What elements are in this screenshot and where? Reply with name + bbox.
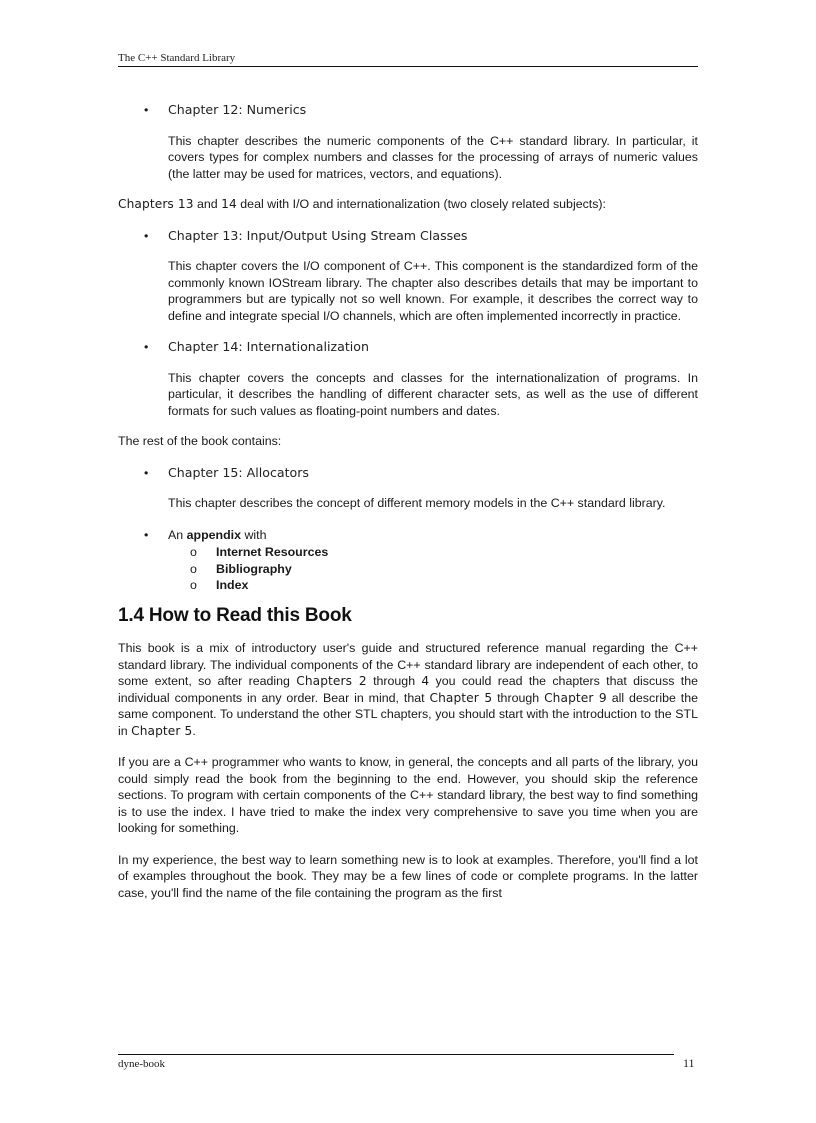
- appendix-item-label: Bibliography: [216, 561, 292, 576]
- bullet-icon: •: [144, 340, 149, 354]
- page-content: [118, 100, 698, 901]
- chapter-15-bullet-item: [118, 465, 698, 482]
- chapter-15-description: This chapter describes the concept of different memory models in the C++ standard library.: [168, 496, 666, 510]
- text-run: you could read the chapters that discuss the individual components in any order. Bear in mind, that: [118, 674, 698, 705]
- circle-bullet-icon: o: [190, 578, 197, 592]
- chapter-12-description: This chapter describes the numeric components of the C++ standard library. In particular, it covers types for complex numbers and classes for the processing of arrays of numeric values (the latter may be used for matrices, vectors, and equations).: [168, 133, 698, 181]
- chapter-ref: Chapter 5: [429, 690, 493, 705]
- chapter-ref: Chapter 9: [544, 690, 607, 705]
- header-rule: [118, 66, 698, 67]
- chapter-13-description: This chapter covers the I/O component of C++. This component is the standardized form of the commonly known IOStream library. The chapter also describes details that may be important to programmers but are typically not so well known. For example, it describes the correct way to define and integrate special I/O channels, which are often implemented incorrectly in practice.: [168, 259, 698, 323]
- text-run: .: [192, 723, 196, 738]
- footer-label: dyne-book: [118, 1058, 166, 1070]
- appendix-item-bibliography: [168, 561, 698, 578]
- chapter-14-bullet-item: [118, 339, 698, 356]
- paragraph-reading-order: [118, 640, 698, 739]
- appendix-item-label: Index: [216, 578, 249, 592]
- appendix-label: appendix: [186, 527, 241, 542]
- appendix-sublist: [168, 544, 698, 594]
- text-run: through: [366, 674, 422, 688]
- bullet-icon: •: [144, 103, 149, 117]
- appendix-bullet-item: [118, 527, 698, 544]
- chapter-ref: 4: [421, 674, 430, 688]
- text-run: all describe the same component. To understand the other STL chapters, you should start with the introduction to the STL in: [118, 690, 698, 738]
- io-intro-mid: and: [193, 197, 222, 211]
- text-run: This book is a mix of introductory user's guide and structured reference manual regarding the C++ standard library. The individual components of the C++ standard library are independent of each other, to some extent, so after reading: [118, 641, 698, 688]
- running-header-title: The C++ Standard Library: [118, 52, 236, 64]
- footer-rule: [118, 1054, 674, 1055]
- chapter-13-bullet-item: [118, 228, 698, 245]
- chapter-ref: Chapter 5: [131, 723, 193, 738]
- chapter-ref: Chapters 13: [118, 197, 194, 211]
- page-number: 11: [683, 1056, 695, 1070]
- chapter-14-description: This chapter covers the concepts and classes for the internationalization of programs. In particular, it describes the handling of different character sets, as well as the use of different formats for such values as floating-point numbers and dates.: [168, 370, 698, 418]
- text-run: through: [492, 690, 545, 705]
- paragraph-examples: In my experience, the best way to learn something new is to look at examples. Therefore, you'll find a lot of examples throughout the book. They may be a few lines of code or complete programs. In the latter case, you'll find the name of the file containing the program as the first: [118, 852, 698, 900]
- appendix-item-internet-resources: [168, 544, 698, 561]
- appendix-item-index: [168, 577, 698, 594]
- appendix-prefix: An: [168, 527, 187, 542]
- chapter-ref: 14: [221, 197, 237, 211]
- section-heading: 1.4 How to Read this Book: [118, 604, 352, 626]
- bullet-icon: •: [144, 465, 149, 480]
- io-intro-rest: deal with I/O and internationalization (two closely related subjects):: [236, 197, 606, 211]
- bullet-icon: •: [144, 527, 149, 542]
- chapter-12-title: Chapter 12: Numerics: [168, 102, 307, 117]
- chapter-14-title: Chapter 14: Internationalization: [168, 339, 369, 354]
- chapter-15-title: Chapter 15: Allocators: [168, 464, 309, 480]
- bullet-icon: •: [144, 228, 149, 243]
- chapter-ref: Chapters 2: [296, 674, 367, 688]
- circle-bullet-icon: o: [190, 545, 197, 559]
- rest-of-book-intro: The rest of the book contains:: [118, 434, 282, 448]
- chapter-12-bullet-item: [118, 102, 698, 119]
- appendix-item-label: Internet Resources: [216, 545, 329, 559]
- io-intro-paragraph: [118, 196, 698, 213]
- circle-bullet-icon: o: [190, 561, 197, 576]
- appendix-suffix: with: [241, 527, 267, 542]
- chapter-13-title: Chapter 13: Input/Output Using Stream Classes: [168, 227, 468, 243]
- paragraph-cpp-programmer: If you are a C++ programmer who wants to know, in general, the concepts and all parts of the library, you could simply read the book from the beginning to the end. However, you should skip the reference sections. To program with certain components of the C++ standard library, the best way to find something is to use the index. I have tried to make the index very comprehensive to save you time when you are looking for something.: [118, 755, 698, 835]
